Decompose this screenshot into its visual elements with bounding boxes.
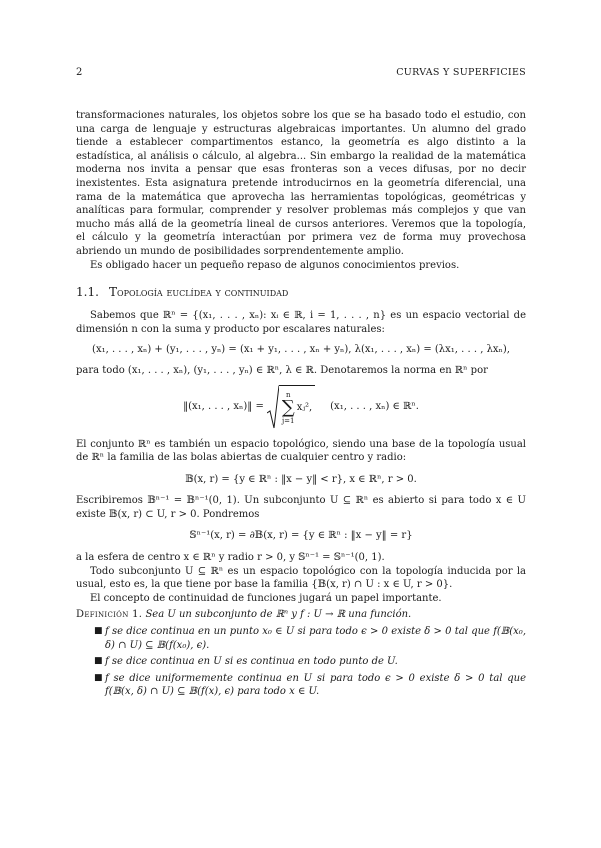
equation-sphere: 𝕊ⁿ⁻¹(x, r) = ∂𝔹(x, r) = {y ∈ ℝⁿ : ‖x − y‖ = r} bbox=[189, 530, 413, 542]
sum-upper-limit: n bbox=[286, 391, 291, 399]
paragraph-norm-intro: para todo (x₁, . . . , xₙ), (y₁, . . . , yₙ) ∈ ℝⁿ, λ ∈ ℝ. Denotaremos la norma en ℝⁿ por bbox=[76, 364, 488, 376]
paragraph-sphere: a la esfera de centro x ∈ ℝⁿ y radio r > 0, y 𝕊ⁿ⁻¹ = 𝕊ⁿ⁻¹(0, 1). bbox=[76, 552, 385, 564]
list-item: ■ f se dice uniformemente continua en U si para todo ϵ > 0 existe δ > 0 tal que f(𝔹(x, δ) ∩ U) ⊆ 𝔹(f(x), ϵ) para todo x ∈ U. bbox=[94, 672, 526, 698]
radical-sign-icon bbox=[267, 385, 279, 429]
page-number: 2 bbox=[76, 67, 83, 78]
paragraph-continuity: El concepto de continuidad de funciones jugará un papel importante. bbox=[90, 592, 442, 604]
bullet-icon: ■ bbox=[94, 626, 103, 637]
definition-list bbox=[76, 625, 526, 699]
section-title: Topología euclídea y continuidad bbox=[109, 285, 289, 300]
sum-symbol: ∑ bbox=[281, 397, 295, 418]
paragraph-open-sets: Escribiremos 𝔹ⁿ⁻¹ = 𝔹ⁿ⁻¹(0, 1). Un subconjunto U ⊆ ℝⁿ es abierto si para todo x ∈ U existe 𝔹(x, r) ⊂ U, r > 0. Pondremos bbox=[76, 495, 526, 520]
paragraph-induced-topology: Todo subconjunto U ⊆ ℝⁿ es un espacio topológico con la topología inducida por la usual, esto es, la que tiene por base la familia {𝔹(x, r) ∩ U : x ∈ U, r > 0}. bbox=[76, 565, 526, 591]
paragraph-rn-definition: Sabemos que ℝⁿ = {(x₁, . . . , xₙ): xᵢ ∈ ℝ, i = 1, . . . , n} es un espacio vectorial de dimensión n con la suma y producto por escalares naturales: bbox=[76, 310, 526, 335]
definition-statement: Sea U un subconjunto de ℝⁿ y f : U → ℝ una función. bbox=[145, 609, 412, 621]
section-number: 1.1. bbox=[76, 285, 99, 300]
list-item: ■ f se dice continua en un punto x₀ ∈ U si para todo ϵ > 0 existe δ > 0 tal que f(𝔹(x₀, δ) ∩ U) ⊆ 𝔹(f(x₀), ϵ). bbox=[94, 626, 526, 651]
sum-lower-limit: j=1 bbox=[282, 417, 295, 425]
page-header bbox=[76, 67, 526, 81]
definition-block bbox=[76, 608, 526, 699]
bullet-icon: ■ bbox=[94, 656, 103, 667]
sum-term: xⱼ², bbox=[296, 402, 313, 414]
list-item: ■ f se dice continua en U si es continua en todo punto de U. bbox=[94, 656, 398, 668]
norm-left: ‖(x₁, . . . , xₙ)‖ = bbox=[183, 400, 264, 412]
definition-label: Definición 1. bbox=[76, 609, 143, 621]
equation-open-ball: 𝔹(x, r) = {y ∈ ℝⁿ : ‖x − y‖ < r}, x ∈ ℝⁿ, r > 0. bbox=[185, 473, 417, 485]
bullet-icon: ■ bbox=[94, 672, 103, 683]
summation bbox=[282, 391, 295, 425]
equation-vector-ops: (x₁, . . . , xₙ) + (y₁, . . . , yₙ) = (x₁ + y₁, . . . , xₙ + yₙ), λ(x₁, . . . , xₙ) = (λx₁, . . . , λxₙ), bbox=[92, 344, 510, 356]
intro-paragraph-2: Es obligado hacer un pequeño repaso de algunos conocimientos previos. bbox=[90, 259, 460, 271]
equation-norm bbox=[76, 384, 526, 430]
norm-right: (x₁, . . . , xₙ) ∈ ℝⁿ. bbox=[330, 400, 419, 412]
sqrt-radical bbox=[267, 385, 315, 429]
running-title: CURVAS Y SUPERFICIES bbox=[396, 67, 526, 78]
section-heading bbox=[76, 284, 526, 300]
page-body bbox=[76, 109, 526, 702]
radicand bbox=[279, 385, 315, 429]
intro-paragraph: transformaciones naturales, los objetos sobre los que se ha basado todo el estudio, con una carga de lenguaje y estructuras algebraicas importantes. Un alumno del grado tiende a establecer compartimentos estanco, la geometría es algo distinto a la estadística, al análisis o cálculo, al algebra... Sin embargo la realidad de la matemática moderna nos invita a pensar que esas fronteras son a veces difusas, por no decir inexistentes. Esta asignatura pretende introducirnos en la geometría diferencial, una rama de la matemática que aprovecha las herramientas topológicas, geométricas y analíticas para formular, comprender y resolver problemas más complejos y que van mucho más allá de la geometría lineal de cursos anteriores. Veremos que la topología, el cálculo y la geometría interactúan por primera vez de forma muy provechosa abriendo un mundo de posibilidades sorprendentemente amplio. bbox=[76, 110, 526, 257]
paragraph-topology: El conjunto ℝⁿ es también un espacio topológico, siendo una base de la topología usual de ℝⁿ la familia de las bolas abiertas de cualquier centro y radio: bbox=[76, 438, 526, 464]
